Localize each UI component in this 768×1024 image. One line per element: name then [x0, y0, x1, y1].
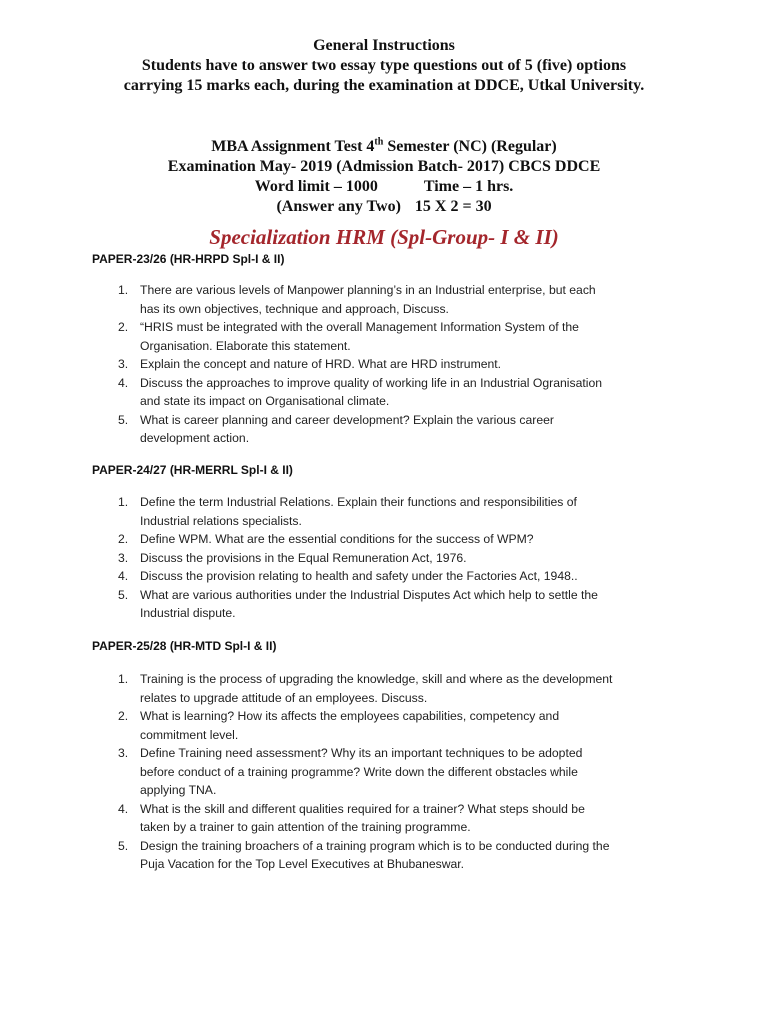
question-text-line: Define Training need assessment? Why its an important techniques to be adopted	[140, 746, 583, 760]
question-item	[92, 837, 692, 874]
question-text-line: Industrial dispute.	[140, 606, 236, 620]
question-text-line: taken by a trainer to gain attention of the training programme.	[140, 820, 471, 834]
total-marks: 15 X 2 = 30	[414, 198, 492, 215]
question-number: 2.	[118, 320, 129, 334]
question-text-line: What is career planning and career development? Explain the various career	[140, 412, 554, 427]
question-number: 5.	[118, 587, 129, 602]
question-item	[92, 549, 692, 568]
answer-any: (Answer any Two)	[276, 198, 401, 215]
question-number: 2.	[118, 709, 129, 723]
general-instructions-title: General Instructions	[313, 37, 455, 54]
question-number: 3.	[118, 746, 129, 760]
exam-title	[0, 137, 768, 157]
question-item	[92, 318, 692, 355]
question-text-line: relates to upgrade attitude of an employees. Discuss.	[140, 690, 428, 705]
question-item	[92, 670, 692, 707]
question-item	[92, 567, 692, 586]
question-number: 2.	[118, 532, 129, 546]
question-number: 3.	[118, 357, 129, 371]
question-number: 1.	[118, 495, 129, 509]
exam-limits	[0, 177, 768, 197]
question-text-line: Discuss the provisions in the Equal Remuneration Act, 1976.	[140, 550, 467, 565]
question-item	[92, 355, 692, 374]
question-item	[92, 493, 692, 530]
question-item	[92, 281, 692, 318]
question-text-line: There are various levels of Manpower planning’s in an Industrial enterprise, but each	[140, 283, 596, 297]
question-number: 3.	[118, 550, 129, 565]
question-item	[92, 411, 692, 448]
question-text-line: Organisation. Elaborate this statement.	[140, 338, 351, 353]
question-text-line: Design the training broachers of a training program which is to be conducted during the	[140, 838, 610, 853]
exam-title-text: MBA Assignment Test 4	[211, 138, 375, 155]
general-instructions-line-2: carrying 15 marks each, during the examination at DDCE, Utkal University.	[123, 77, 645, 94]
question-text-line: What are various authorities under the Industrial Disputes Act which help to settle the	[140, 587, 598, 602]
question-text-line: Discuss the approaches to improve quality of working life in an Industrial Ogranisation	[140, 375, 603, 390]
question-number: 1.	[118, 283, 129, 297]
question-text-line: Explain the concept and nature of HRD. What are HRD instrument.	[140, 357, 502, 371]
question-list	[92, 281, 692, 448]
question-text-line: applying TNA.	[140, 783, 217, 797]
paper-title: PAPER-25/28 (HR-MTD Spl-I & II)	[92, 639, 277, 653]
general-instructions-line-1: Students have to answer two essay type questions out of 5 (five) options	[141, 57, 627, 74]
question-text-line: and state its impact on Organisational climate.	[140, 394, 390, 408]
question-item	[92, 586, 692, 623]
question-number: 4.	[118, 569, 129, 583]
question-number: 4.	[118, 375, 129, 390]
question-text-line: has its own objectives, technique and approach, Discuss.	[140, 301, 449, 316]
question-list	[92, 493, 692, 623]
question-text-line: development action.	[140, 431, 250, 445]
question-text-line: What is learning? How its affects the employees capabilities, competency and	[140, 709, 560, 723]
question-text-line: Discuss the provision relating to health and safety under the Factories Act, 1948..	[140, 569, 578, 583]
question-list	[92, 670, 692, 874]
question-text-line: Define the term Industrial Relations. Explain their functions and responsibilities of	[140, 495, 577, 509]
question-number: 5.	[118, 838, 129, 853]
question-text-line: commitment level.	[140, 727, 239, 742]
question-number: 1.	[118, 672, 129, 686]
question-item	[92, 707, 692, 744]
general-instructions-block	[0, 36, 768, 96]
word-limit: Word limit – 1000	[254, 178, 378, 195]
paper-title: PAPER-24/27 (HR-MERRL Spl-I & II)	[92, 463, 293, 477]
question-number: 4.	[118, 801, 129, 816]
specialization-heading: Specialization HRM (Spl-Group- I & II)	[209, 225, 559, 249]
question-text-line: Puja Vacation for the Top Level Executives at Bhubaneswar.	[140, 857, 465, 871]
question-text-line: Industrial relations specialists.	[140, 513, 302, 528]
exam-title-suffix: Semester (NC) (Regular)	[383, 138, 557, 155]
question-text-line: What is the skill and different qualities required for a trainer? What steps should be	[140, 801, 585, 816]
question-item	[92, 374, 692, 411]
question-item	[92, 744, 692, 800]
question-text-line: Training is the process of upgrading the knowledge, skill and where as the development	[140, 672, 613, 686]
question-number: 5.	[118, 412, 129, 427]
exam-session: Examination May- 2019 (Admission Batch- 2017) CBCS DDCE	[167, 158, 601, 175]
question-item	[92, 800, 692, 837]
exam-marks	[0, 197, 768, 217]
question-text-line: Define WPM. What are the essential conditions for the success of WPM?	[140, 532, 534, 546]
question-text-line: “HRIS must be integrated with the overall Management Information System of the	[140, 320, 579, 334]
exam-info-block	[0, 137, 768, 217]
time-limit: Time – 1 hrs.	[423, 178, 514, 195]
exam-title-superscript: th	[374, 136, 384, 148]
question-text-line: before conduct of a training programme? Write down the different obstacles while	[140, 764, 578, 779]
question-item	[92, 530, 692, 549]
paper-title: PAPER-23/26 (HR-HRPD Spl-I & II)	[92, 252, 285, 266]
